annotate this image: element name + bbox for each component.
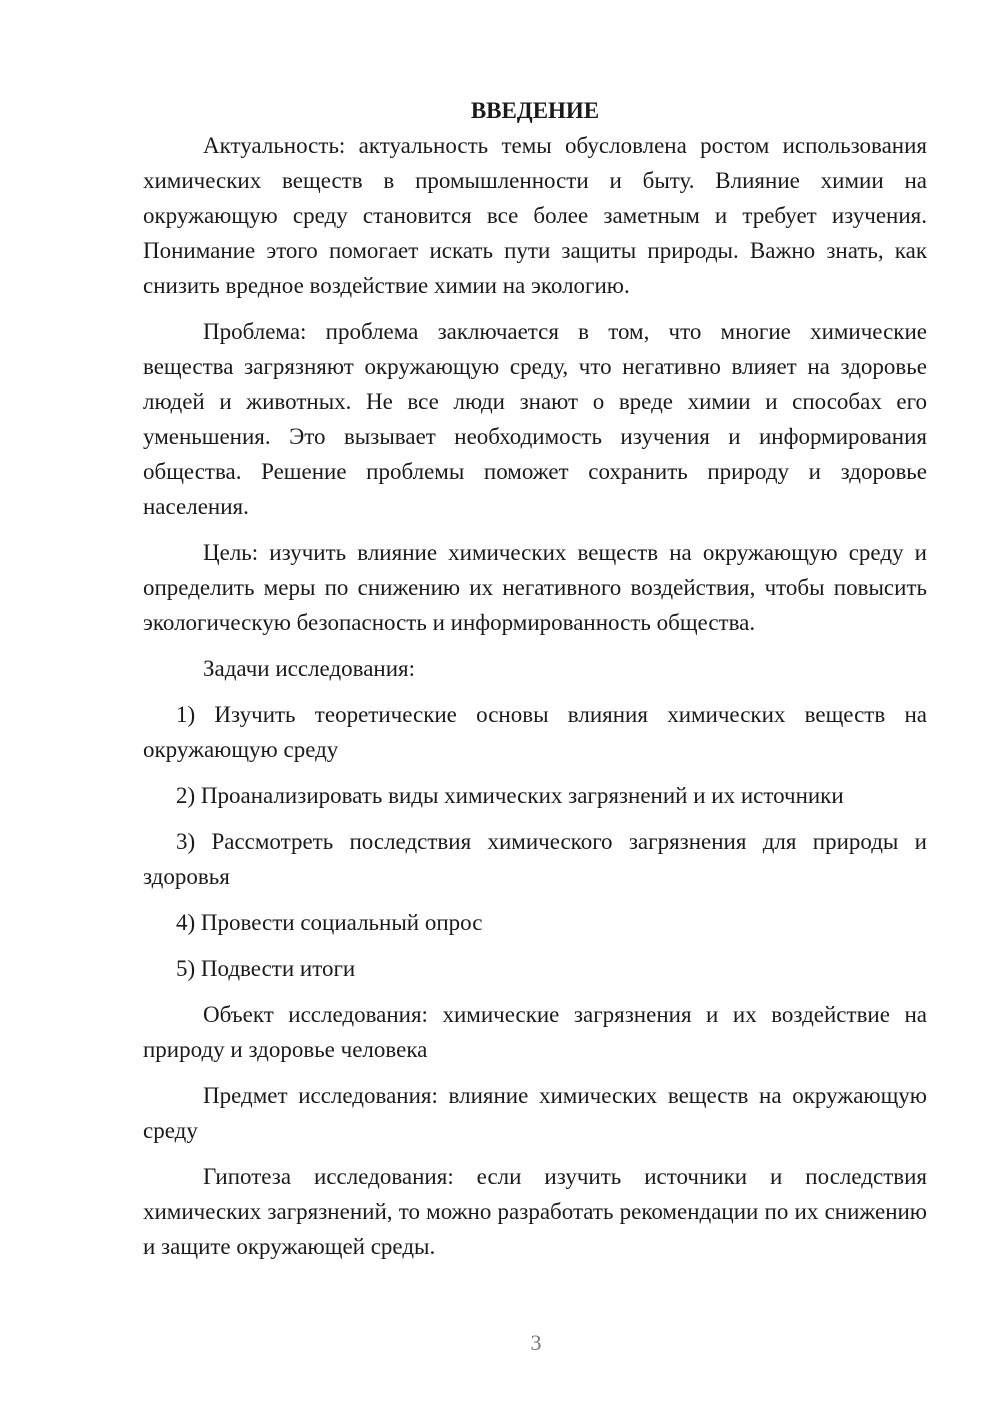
task-item-4: 4) Провести социальный опрос: [176, 910, 483, 935]
object-paragraph: Объект исследования: химические загрязнения и их воздействие на природу и здоровье человека: [143, 1002, 927, 1062]
problem-paragraph: Проблема: проблема заключается в том, что многие химические вещества загрязняют окружающую среду, что негативно влияет на здоровье людей и животных. Не все люди знают о вреде химии и способах его уменьшения. Это вызывает необходимость изучения и информирования общества. Решение проблемы поможет сохранить природу и здоровье населения.: [143, 319, 927, 519]
relevance-paragraph: Актуальность: актуальность темы обусловлена ростом использования химических веществ в промышленности и быту. Влияние химии на окружающую среду становится все более заметным и требует изучения. Понимание этого помогает искать пути защиты природы. Важно знать, как снизить вредное воздействие химии на экологию.: [143, 133, 927, 298]
task-item-2: 2) Проанализировать виды химических загрязнений и их источники: [176, 783, 844, 808]
hypothesis-paragraph: Гипотеза исследования: если изучить источники и последствия химических загрязнений, то можно разработать рекомендации по их снижению и защите окружающей среды.: [143, 1164, 927, 1259]
task-item-3: 3) Рассмотреть последствия химического загрязнения для природы и здоровья: [143, 829, 927, 889]
tasks-heading: Задачи исследования:: [203, 656, 416, 681]
goal-paragraph: Цель: изучить влияние химических веществ на окружающую среду и определить меры по снижению их негативного воздействия, чтобы повысить экологическую безопасность и информированность общества.: [143, 540, 927, 635]
task-item-1: 1) Изучить теоретические основы влияния химических веществ на окружающую среду: [143, 702, 927, 762]
page-number: 3: [530, 1330, 542, 1355]
task-item-5: 5) Подвести итоги: [176, 956, 356, 981]
subject-paragraph: Предмет исследования: влияние химических веществ на окружающую среду: [143, 1083, 927, 1143]
section-title: ВВЕДЕНИЕ: [470, 98, 600, 123]
document-body: [143, 93, 927, 1264]
